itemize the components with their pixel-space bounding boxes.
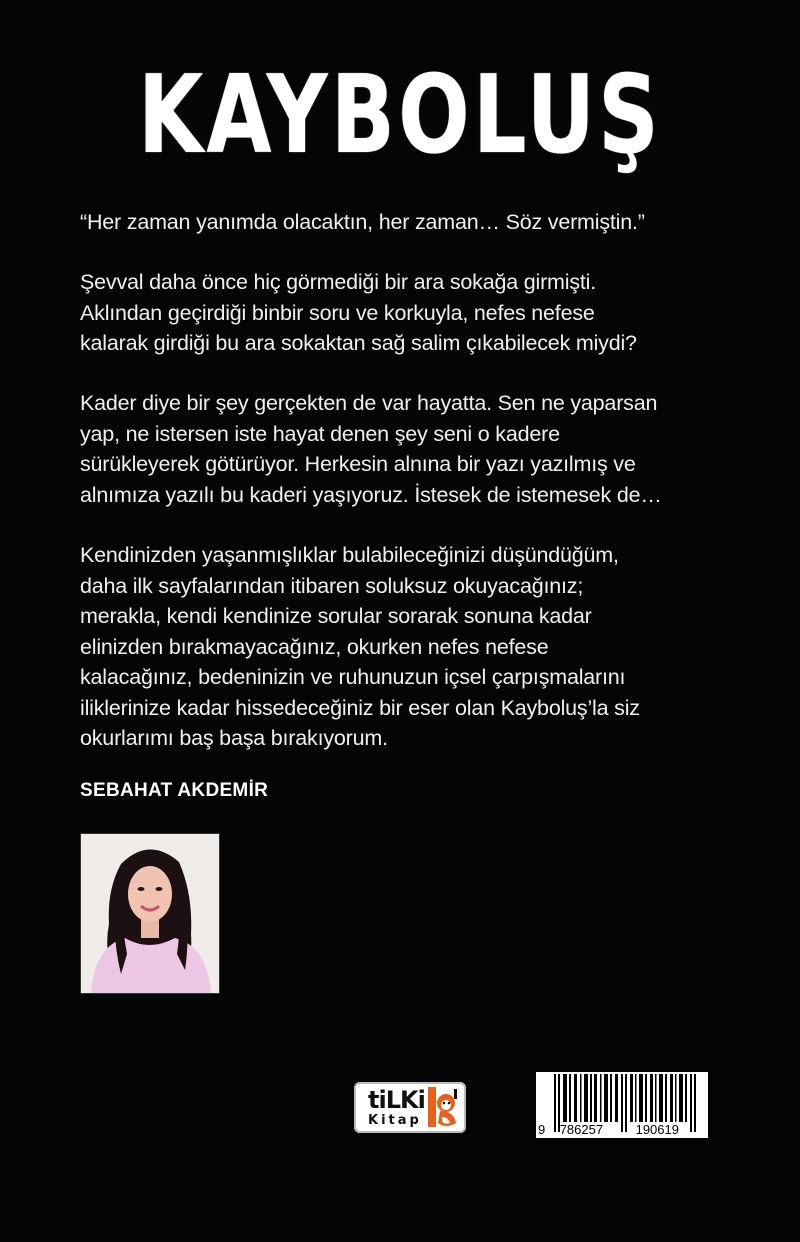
- blurb-quote: [80, 207, 740, 238]
- fox-icon: [428, 1087, 460, 1129]
- text-line: “Her zaman yanımda olacaktın, her zaman… Söz vermiştin.”: [80, 210, 645, 234]
- text-line: alnımıza yazılı bu kaderi yaşıyoruz. İstesek de istemesek de…: [80, 482, 662, 507]
- text-line: sürükleyerek götürüyor. Herkesin alnına bir yazı yazılmış ve: [80, 452, 636, 476]
- text-line: Şevval daha önce hiç görmediği bir ara sokağa girmişti.: [80, 270, 597, 294]
- author-portrait-icon: [81, 834, 219, 993]
- blurb-paragraph-2: [80, 388, 740, 510]
- text-line: kalarak girdiği bu ara sokaktan sağ salim çıkabilecek miydi?: [80, 331, 637, 355]
- text-line: okurlarımı baş başa bırakıyorum.: [80, 726, 388, 750]
- text-line: Kendinizden yaşanmışlıklar bulabileceğinizi düşündüğüm,: [80, 543, 619, 567]
- text-line: iliklerinize kadar hissedeceğiniz bir eser olan Kayboluş’la siz: [80, 695, 640, 720]
- blurb-paragraph-3: [80, 540, 740, 754]
- author-photo: [80, 833, 220, 994]
- text-line: yap, ne istersen iste hayat denen şey seni o kadere: [80, 421, 560, 446]
- isbn-lead-digit: 9: [538, 1122, 546, 1137]
- publisher-logo: [354, 1082, 466, 1133]
- text-line: merakla, kendi kendinize sorular sorarak sonuna kadar: [80, 604, 592, 628]
- blurb-paragraph-1: [80, 267, 740, 359]
- publisher-logo-sub: Kitap: [368, 1113, 422, 1128]
- text-line: Kader diye bir şey gerçekten de var hayatta. Sen ne yaparsan: [80, 391, 658, 415]
- book-title: KAYBOLUŞ: [138, 53, 662, 178]
- text-line: Aklından geçirdiği binbir soru ve korkuyla, nefes nefese: [80, 300, 595, 325]
- text-line: elinizden bırakmayacağınız, okurken nefes nefese: [80, 634, 549, 659]
- isbn-group-2: 190619: [635, 1122, 679, 1137]
- isbn-group-1: 786257: [559, 1122, 604, 1137]
- isbn-barcode: [536, 1072, 708, 1138]
- barcode-bars: [554, 1074, 704, 1128]
- text-line: kalacağınız, bedeninizin ve ruhunuzun içsel çarpışmalarını: [80, 665, 626, 689]
- text-line: daha ilk sayfalarından itibaren soluksuz okuyacağınız;: [80, 573, 584, 598]
- isbn-digits: [538, 1122, 679, 1137]
- publisher-logo-word: tiLKi: [368, 1086, 425, 1114]
- author-name: SEBAHAT AKDEMİR: [80, 780, 269, 801]
